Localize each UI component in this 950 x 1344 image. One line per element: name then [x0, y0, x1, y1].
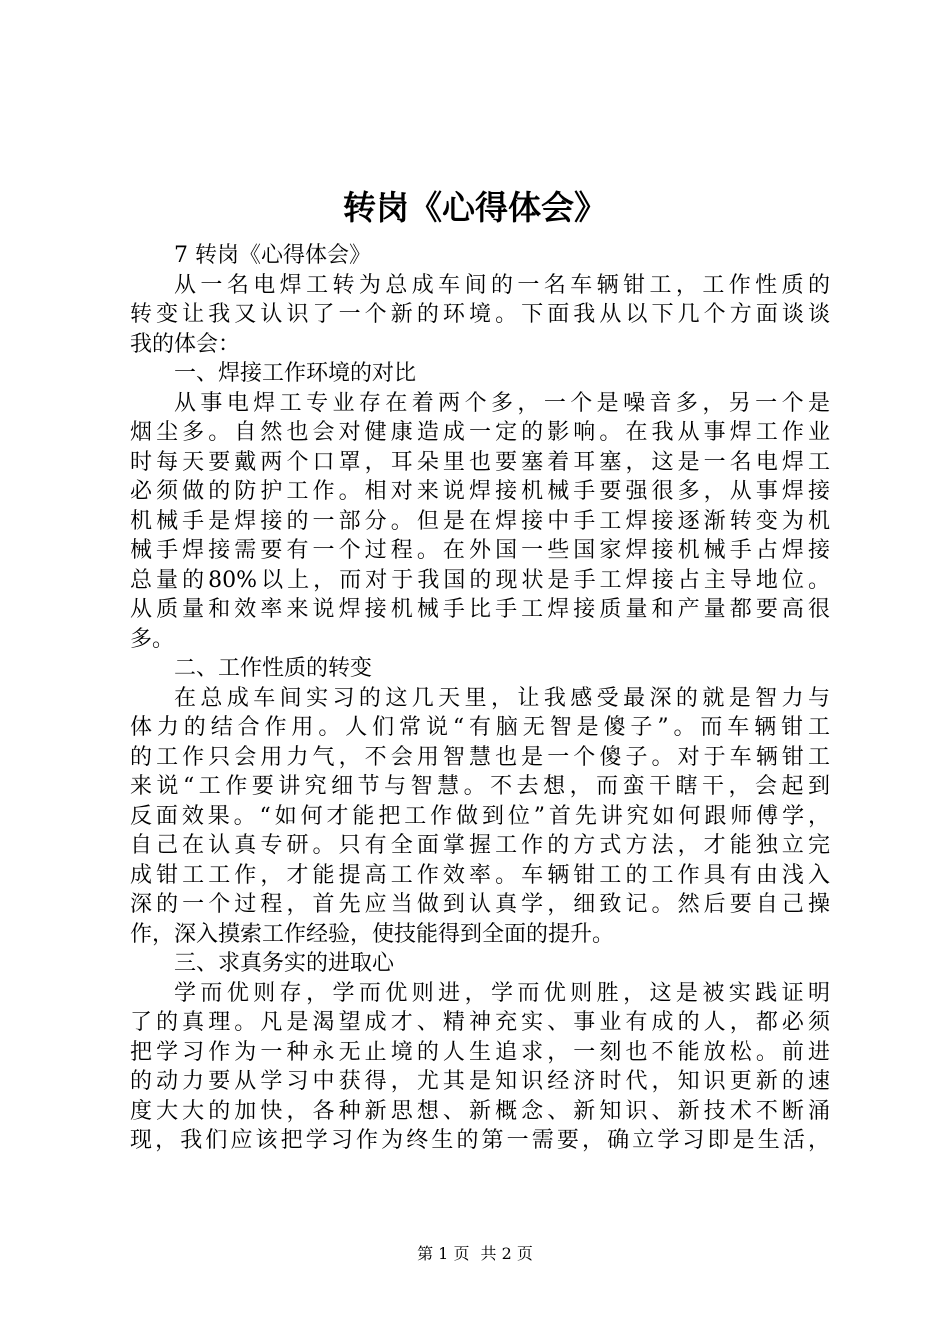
- text-line: 二、工作性质的转变: [174, 656, 373, 681]
- text-line: 来说“工作要讲究细节与智慧。不去想，而蛮干瞎干，会起到: [130, 774, 830, 799]
- text-line: 自己在认真专研。只有全面掌握工作的方式方法，才能独立完: [130, 833, 830, 858]
- page-footer: [0, 1244, 950, 1264]
- text-line: 反面效果。“如何才能把工作做到位”首先讲究如何跟师傅学，: [130, 803, 830, 829]
- text-line: 机械手是焊接的一部分。但是在焊接中手工焊接逐渐转变为机: [130, 508, 830, 534]
- text-line: 作，深入摸索工作经验，使技能得到全面的提升。: [130, 921, 615, 947]
- document-body: [130, 241, 830, 1156]
- text-line: 烟尘多。自然也会对健康造成一定的影响。在我从事焊工作业: [130, 420, 830, 445]
- text-line: 在总成车间实习的这几天里，让我感受最深的就是智力与: [174, 685, 830, 711]
- text-line: 我的体会：: [130, 331, 241, 357]
- text-line: 成钳工工作，才能提高工作效率。车辆钳工的工作具有由浅入: [130, 862, 830, 888]
- text-line: 从质量和效率来说焊接机械手比手工焊接质量和产量都要高很: [130, 597, 830, 622]
- text-line: 总量的80%以上，而对于我国的现状是手工焊接占主导地位。: [130, 567, 830, 593]
- text-line: 的动力要从学习中获得，尤其是知识经济时代，知识更新的速: [130, 1069, 830, 1094]
- document-title: 转岗《心得体会》: [343, 188, 607, 227]
- text-line: 多。: [130, 626, 175, 652]
- text-line: 学而优则存，学而优则进，学而优则胜，这是被实践证明: [174, 980, 830, 1006]
- text-line: 的工作只会用力气，不会用智慧也是一个傻子。对于车辆钳工: [130, 744, 830, 770]
- text-line: 现，我们应该把学习作为终生的第一需要，确立学习即是生活，: [130, 1128, 830, 1153]
- text-line: 械手焊接需要有一个过程。在外国一些国家焊接机械手占焊接: [130, 538, 830, 563]
- text-line: 把学习作为一种永无止境的人生追求，一刻也不能放松。前进: [130, 1039, 830, 1065]
- text-line: 三、求真务实的进取心: [174, 951, 395, 976]
- text-line: 转变让我又认识了一个新的环境。下面我从以下几个方面谈谈: [130, 302, 830, 327]
- text-line: 深的一个过程，首先应当做到认真学，细致记。然后要自己操: [130, 892, 830, 917]
- page-total: 共 2 页: [480, 1244, 533, 1263]
- text-line: 从事电焊工专业存在着两个多，一个是噪音多，另一个是: [174, 390, 830, 416]
- page-number: 第 1 页: [417, 1244, 470, 1263]
- text-line: 从一名电焊工转为总成车间的一名车辆钳工，工作性质的: [174, 272, 830, 298]
- text-line: 了的真理。凡是渴望成才、精神充实、事业有成的人，都必须: [130, 1010, 830, 1035]
- text-line: 度大大的加快，各种新思想、新概念、新知识、新技术不断涌: [130, 1098, 830, 1124]
- text-line: 7 转岗《心得体会》: [174, 243, 371, 268]
- text-line: 一、焊接工作环境的对比: [174, 361, 417, 386]
- text-line: 体力的结合作用。人们常说“有脑无智是傻子”。而车辆钳工: [130, 715, 830, 740]
- text-line: 必须做的防护工作。相对来说焊接机械手要强很多，从事焊接: [130, 479, 830, 504]
- text-line: 时每天要戴两个口罩，耳朵里也要塞着耳塞，这是一名电焊工: [130, 449, 830, 475]
